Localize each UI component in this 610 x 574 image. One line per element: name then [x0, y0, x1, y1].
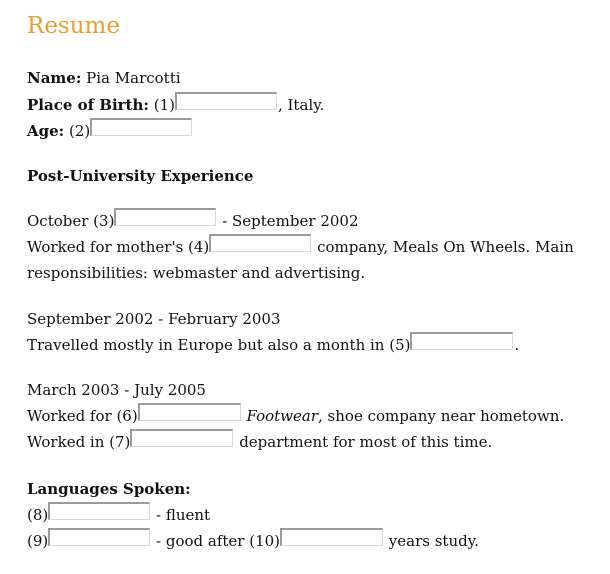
page-title: Resume	[27, 13, 120, 39]
job2-line2-end: .	[514, 336, 520, 354]
languages-heading: Languages Spoken:	[27, 480, 191, 498]
birth-line	[27, 92, 324, 118]
job3-dates: March 2003 - July 2005	[27, 381, 206, 399]
name-label: Name:	[27, 69, 82, 87]
job2-dates: September 2002 - February 2003	[27, 310, 281, 328]
gap-6-input[interactable]	[138, 403, 241, 421]
job1-line2-start: Worked for mother's (4)	[27, 238, 210, 256]
gap-2-input[interactable]	[90, 118, 192, 136]
job3-line3-end: department for most of this time.	[234, 433, 493, 451]
job2-line2-start: Travelled mostly in Europe but also a month in (5)	[27, 336, 411, 354]
job1-line2-end: company, Meals On Wheels. Main	[312, 238, 574, 256]
job1-line3: responsibilities: webmaster and advertising.	[27, 264, 366, 282]
gap-9-input[interactable]	[48, 528, 150, 546]
job3-line3	[27, 429, 492, 455]
gap-8-input[interactable]	[48, 502, 150, 520]
name-line	[27, 65, 181, 91]
job1-line2	[27, 234, 574, 260]
lang2-mid: - good after (10)	[151, 532, 281, 550]
lang1-end: - fluent	[151, 506, 211, 524]
experience-heading: Post-University Experience	[27, 167, 254, 185]
job1-dates-end: - September 2002	[217, 212, 359, 230]
job1-dates-line	[27, 208, 359, 234]
job3-line2	[27, 403, 564, 429]
birth-after: , Italy.	[277, 96, 325, 114]
gap-number-1: (1)	[153, 96, 175, 114]
age-line	[27, 118, 193, 144]
gap-number-9: (9)	[27, 532, 49, 550]
gap-3-input[interactable]	[114, 208, 216, 226]
job2-line2	[27, 332, 519, 358]
name-value: Pia Marcotti	[86, 69, 181, 87]
age-label: Age:	[27, 122, 65, 140]
job3-line2-end: , shoe company near hometown.	[318, 407, 565, 425]
job3-line3-start: Worked in (7)	[27, 433, 131, 451]
gap-10-input[interactable]	[280, 528, 383, 546]
gap-7-input[interactable]	[130, 429, 233, 447]
gap-number-2: (2)	[69, 122, 91, 140]
gap-4-input[interactable]	[209, 234, 311, 252]
job3-italic-footwear: Footwear	[246, 407, 319, 425]
birth-label: Place of Birth:	[27, 96, 149, 114]
gap-5-input[interactable]	[410, 332, 513, 350]
lang2-end: years study.	[384, 532, 479, 550]
gap-1-input[interactable]	[175, 92, 277, 110]
gap-number-8: (8)	[27, 506, 49, 524]
lang2-line	[27, 528, 479, 554]
job3-line2-start: Worked for (6)	[27, 407, 138, 425]
job1-dates-start: October (3)	[27, 212, 115, 230]
lang1-line	[27, 502, 210, 528]
